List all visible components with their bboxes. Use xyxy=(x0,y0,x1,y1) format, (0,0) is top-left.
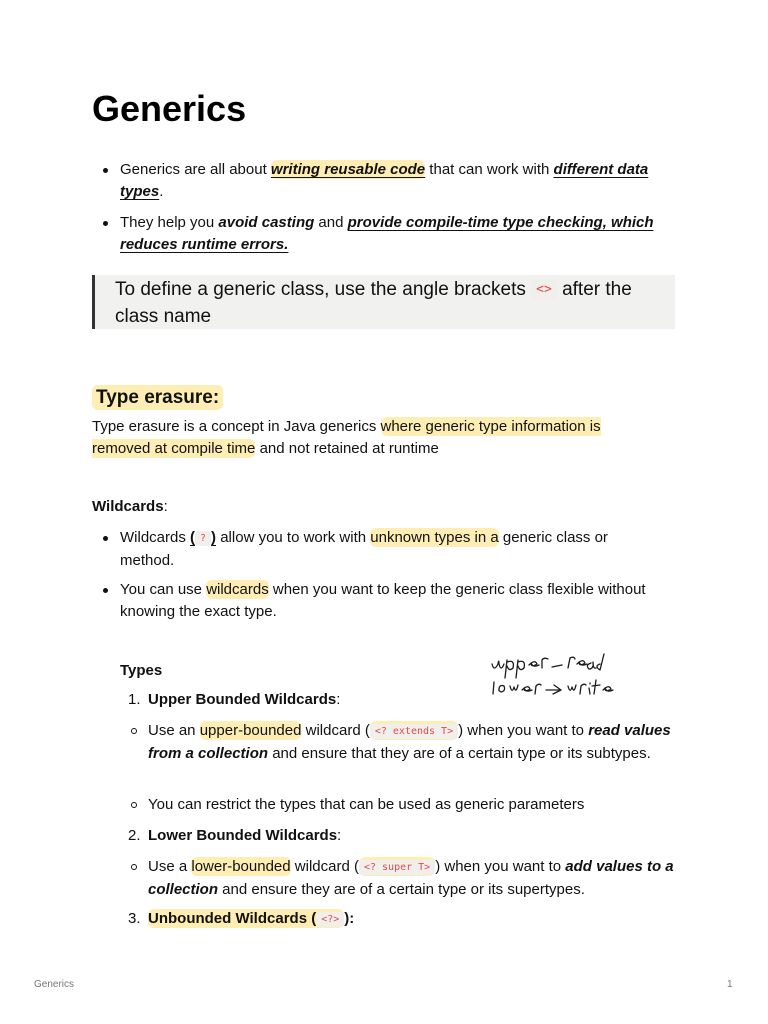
page-title: Generics xyxy=(92,88,247,129)
inline-code: <?> xyxy=(316,912,344,927)
upper-bounded-sub-2: You can restrict the types that can be used as generic parameters xyxy=(148,796,585,813)
callout-block: To define a generic class, use the angle brackets <> after the class name xyxy=(92,275,675,329)
inline-code: <? extends T> xyxy=(370,724,458,739)
unbounded-heading: Unbounded Wildcards ( <?> ): xyxy=(148,910,355,927)
list-number: 2. xyxy=(128,827,141,844)
handwritten-note xyxy=(488,650,658,710)
footer-title: Generics xyxy=(34,979,75,990)
upper-bounded-heading: Upper Bounded Wildcards: xyxy=(148,691,341,708)
page-number: 1 xyxy=(727,979,733,990)
list-number: 3. xyxy=(128,910,141,927)
inline-code: ? xyxy=(195,531,211,546)
bullet-dot xyxy=(103,536,108,541)
sub-bullet xyxy=(131,802,137,808)
wildcards-bullet-2: You can use wildcards when you want to keep the generic class flexible without knowing the exact type. xyxy=(120,581,646,620)
bullet-dot xyxy=(103,588,108,593)
inline-code: <? super T> xyxy=(359,860,435,875)
wildcards-heading: Wildcards: xyxy=(92,498,168,515)
types-heading: Types xyxy=(120,662,163,679)
wildcards-bullet-1: Wildcards ( ? ) allow you to work with unknown types in a generic class or method. xyxy=(120,529,608,569)
type-erasure-paragraph: Type erasure is a concept in Java generics where generic type information is removed at compile time and not retained at runtime xyxy=(92,418,601,457)
sub-bullet xyxy=(131,864,137,870)
list-number: 1. xyxy=(128,691,141,708)
type-erasure-heading: Type erasure: xyxy=(92,387,223,409)
inline-code: <> xyxy=(531,280,557,299)
bullet-dot xyxy=(103,221,108,226)
intro-bullet-1: Generics are all about writing reusable code that can work with different data types. xyxy=(120,161,649,200)
bullet-dot xyxy=(103,168,108,173)
lower-bounded-heading: Lower Bounded Wildcards: xyxy=(148,827,342,844)
intro-bullet-2: They help you avoid casting and provide compile-time type checking, which reduces runtime errors. xyxy=(120,214,654,253)
sub-bullet xyxy=(131,728,137,734)
lower-bounded-sub-1: Use a lower-bounded wildcard ( <? super T> ) when you want to add values to a collection and ensure they are of a certain type or its supertypes. xyxy=(148,858,674,898)
upper-bounded-sub-1: Use an upper-bounded wildcard ( <? extends T> ) when you want to read values from a collection and ensure that they are of a certain type or its subtypes. xyxy=(148,722,671,762)
